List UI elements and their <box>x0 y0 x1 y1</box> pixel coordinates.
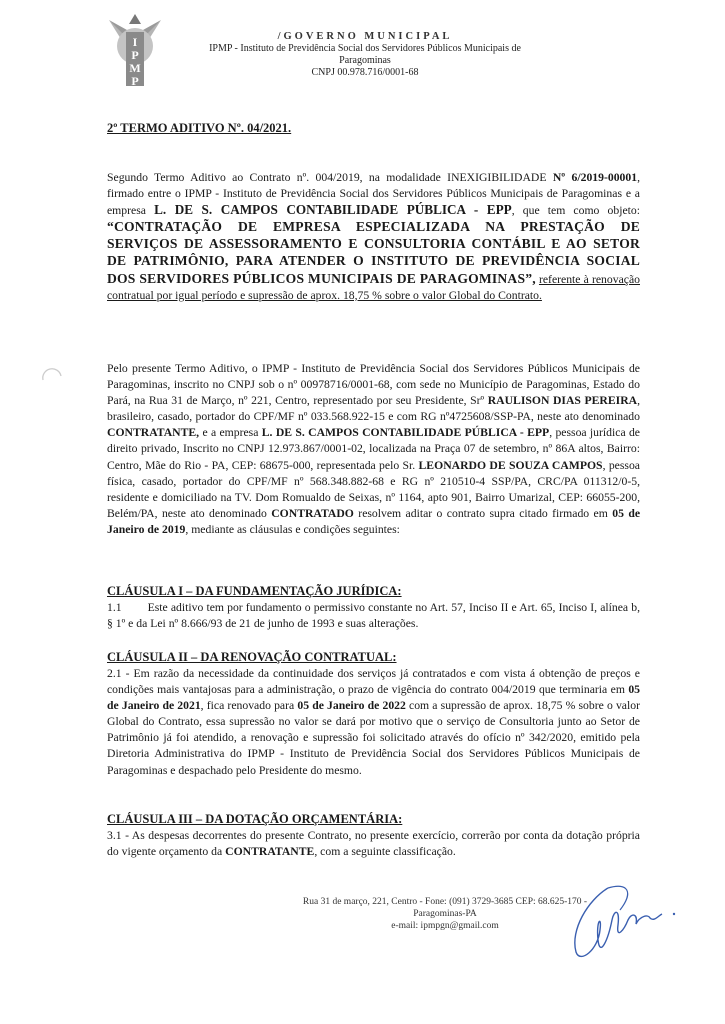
svg-text:M: M <box>129 61 141 75</box>
scan-mark <box>40 366 64 382</box>
letterhead <box>200 31 530 79</box>
footer <box>290 896 600 932</box>
president-name: RAULISON DIAS PEREIRA <box>487 394 638 408</box>
renewal-date: 05 de Janeiro de 2022 <box>297 699 406 713</box>
ipmp-logo <box>107 10 163 88</box>
company-name: L. DE S. CAMPOS CONTABILIDADE PÚBLICA - EPP <box>154 202 512 218</box>
clause-body: , com a seguinte classificação. <box>314 845 456 859</box>
institute-cnpj: CNPJ 00.978.716/0001-68 <box>311 67 419 78</box>
svg-text:P: P <box>131 48 139 62</box>
parties-text: , brasileiro, casado, portador do CPF/MF nº 033.568.922-15 e com RG nº4725608/SSP-PA, neste ato denominado <box>107 394 640 424</box>
intro-text: , firmado entre o IPMP - Instituto de Previdência Social dos Servidores Públicos Municipais de Paragominas e a empresa <box>107 171 641 218</box>
clause-body: , fica renovado para <box>200 699 298 713</box>
clause-number: 1.1 <box>107 601 122 614</box>
handwritten-signature <box>568 880 688 970</box>
clause-3-heading: CLÁUSULA III – DA DOTAÇÃO ORÇAMENTÁRIA: <box>107 812 403 826</box>
parties-text: e a empresa <box>199 426 262 440</box>
clause-2-heading: CLÁUSULA II – DA RENOVAÇÃO CONTRATUAL: <box>107 650 397 664</box>
clause-body: 3.1 - As despesas decorrentes do presente Contrato, no presente exercício, correrão por conta da dotação própria do vigente orçamento da <box>107 829 640 859</box>
contract-date: 05 de Janeiro de 2019 <box>107 506 641 536</box>
footer-address: Rua 31 de março, 221, Centro - Fone: (091) 3729-3685 CEP: 68.625-170 - Paragominas-PA <box>302 897 588 919</box>
intro-text: Segundo Termo Aditivo ao Contrato nº. 004/2019, na modalidade INEXIGIBILIDADE <box>107 171 553 184</box>
parties-text: , pessoa física, casado, portador do CPF/MF nº 568.348.882-68 e RG nº 210510-4 SSP/PA, CRC/PA 011312/0-5, residente e domiciliado na TV. Dom Romualdo de Seixas, nº 1164, apto 901, Bairro Umarizal, CEP: 66055-200, Belém/PA, neste ato denominado <box>107 458 640 520</box>
parties-text: resolvem aditar o contrato supra citado firmado em <box>353 506 613 520</box>
svg-text:I: I <box>132 35 138 49</box>
footer-email: e-mail: ipmpgn@gmail.com <box>391 921 499 931</box>
representative-name: LEONARDO DE SOUZA CAMPOS <box>418 458 603 472</box>
clause-body: Este aditivo tem por fundamento o permissivo constante no Art. 57, Inciso II e Art. 65, Inciso I, alínea b, § 1º e da Lei nº 8.666/93 de 21 de junho de 1993 e suas alterações. <box>107 601 640 631</box>
parties-text: , mediante as cláusulas e condições seguintes: <box>185 522 400 536</box>
inexigibilidade-number: Nº 6/2019-00001 <box>552 171 638 184</box>
renewal-note: referente à renovação contratual por igual período e supressão de aprox. 18,75 % sobre o valor Global do Contrato. <box>107 272 640 302</box>
company-name: L. DE S. CAMPOS CONTABILIDADE PÚBLICA - EPP <box>261 426 550 440</box>
parties-text: , pessoa jurídica de direito privado, Inscrito no CNPJ 12.973.867/0001-02, localizada na Praça 07 de setembro, nº 86A altos, Bairro: Centro, Mãe do Rio - PA, CEP: 68675-000, representada pelo Sr. <box>107 426 640 472</box>
contratado-label: CONTRATADO <box>271 506 354 520</box>
government-label: /GOVERNO MUNICIPAL <box>277 31 453 42</box>
document-title: 2º TERMO ADITIVO Nº. 04/2021. <box>107 121 292 135</box>
svg-text:P: P <box>131 74 139 88</box>
contract-object: “CONTRATAÇÃO DE EMPRESA ESPECIALIZADA NA PRESTAÇÃO DE SERVIÇOS DE ASSESSORAMENTO E CONSULTORIA CONTÁBIL E AO SETOR DE PATRIMÔNIO, PARA ATENDER O INSTITUTO DE PREVIDÊNCIA SOCIAL DOS SERVIDORES PÚBLICOS MUNICIPAIS DE PARAGOMINAS”, <box>107 219 640 286</box>
clause-body: com a supressão de aprox. 18,75 % sobre o valor Global do Contrato, essa supressão no valor se dará por motivo que o serviço de Consultoria junto ao Setor de Patrimônio já foi atendido, a renovação e supressão foi solicitado através do ofício nº 342/2020, emitido pela Diretoria Administrativa do IPMP - Instituto de Previdência Social dos Servidores Públicos Municipais de Paragominas e despachado pelo Presidente do mesmo. <box>107 699 640 777</box>
end-date: 05 de Janeiro de 2021 <box>107 683 640 713</box>
clause-2-text <box>107 666 640 779</box>
clause-1-text <box>107 600 640 632</box>
contratante-label: CONTRATANTE, <box>107 426 200 440</box>
intro-text: , que tem como objeto: <box>511 204 641 218</box>
clause-body: 2.1 - Em razão da necessidade da continuidade dos serviços já contratados e com vista á obtenção de preços e condições mais vantajosas para a administração, o prazo de vigência do contrato 004/2019 que terminaria em <box>107 667 640 697</box>
clause-1-heading: CLÁUSULA I – DA FUNDAMENTAÇÃO JURÍDICA: <box>107 584 402 598</box>
parties-paragraph <box>107 361 640 538</box>
clause-3-text <box>107 828 640 860</box>
institute-name: IPMP - Instituto de Previdência Social dos Servidores Públicos Municipais de Paragominas <box>209 43 521 66</box>
contratante-label: CONTRATANTE <box>225 845 315 859</box>
parties-text: Pelo presente Termo Aditivo, o IPMP - Instituto de Previdência Social dos Servidores Públicos Municipais de Paragominas, inscrito no CNPJ sob o nº 00978716/0001-68, com sede no Município de Paragominas, Estado do Pará, na Rua 31 de Março, nº 221, Centro, representado por seu Presidente, Srº <box>107 362 640 408</box>
intro-paragraph <box>107 170 640 304</box>
